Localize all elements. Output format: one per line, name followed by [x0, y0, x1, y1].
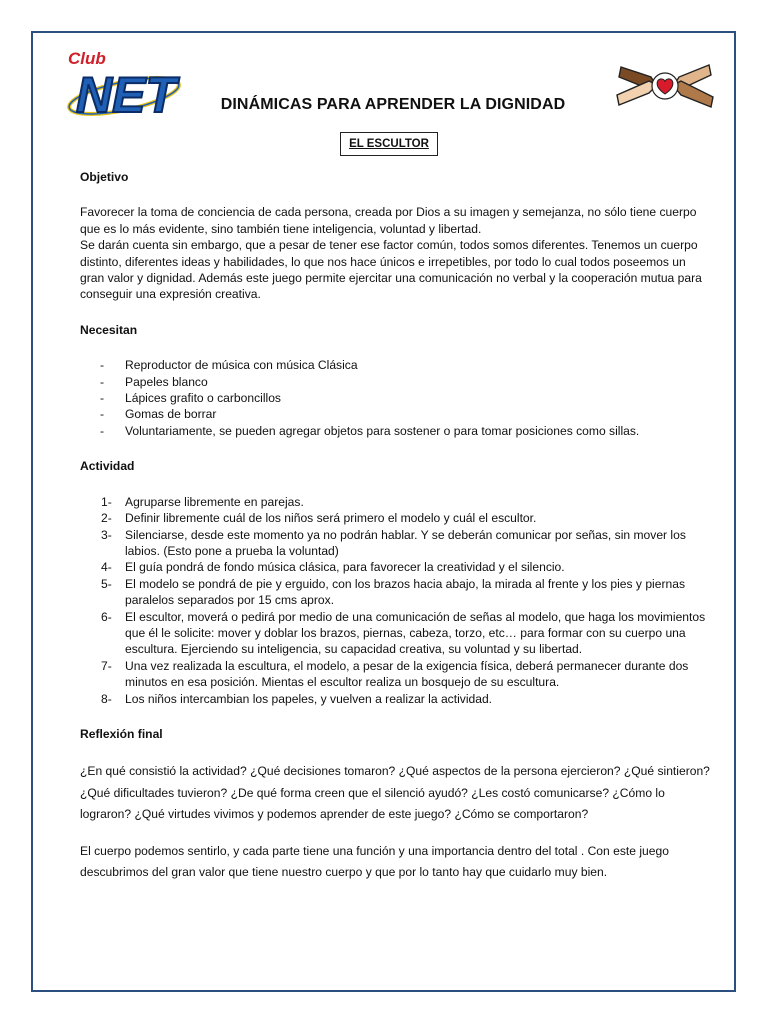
actividad-heading: Actividad: [80, 459, 135, 474]
actividad-list: [80, 494, 710, 707]
list-item: 2- Definir libremente cuál de los niños será primero el modelo y cuál el escultor.: [101, 511, 537, 526]
logo-club-text: Club: [68, 49, 106, 68]
list-item: 6- El escultor, moverá o pedirá por medio de una comunicación de señas al modelo, que haga los movimientos que él le solicite: mover y doblar los brazos, piernas, cabeza, torzo, etc… para formar con su cuerpo una escultura. Ejerciendo su inteligencia, su capacidad creativa, su voluntad y su libertad.: [101, 609, 706, 657]
document-body: [80, 169, 710, 884]
list-item: 4- El guía pondrá de fondo música clásica, para favorecer la creatividad y el silencio.: [101, 560, 565, 575]
club-net-logo: [62, 46, 192, 126]
list-item: - Reproductor de música con música Clásica: [125, 357, 710, 373]
page-title: DINÁMICAS PARA APRENDER LA DIGNIDAD: [220, 96, 566, 113]
logo-net-text: NET: [76, 67, 176, 123]
objetivo-paragraph: Favorecer la toma de conciencia de cada persona, creada por Dios a su imagen y semejanza, no sólo tiene cuerpo que es lo más evidente, sino también tiene inteligencia, voluntad y libertad.: [80, 205, 697, 236]
objetivo-paragraph: Se darán cuenta sin embargo, que a pesar de tener ese factor común, todos somos diferentes. Tenemos un cuerpo distinto, diferentes ideas y habilidades, lo que nos hace únicos e irrepetibles, por todo lo cual todos poseemos un gran valor y dignidad. Además este juego permite ejercitar una comunicación no verbal y la cooperación mutua para conseguir una expresión creativa.: [80, 238, 702, 302]
list-item: - Lápices grafito o carboncillos: [125, 390, 710, 406]
necesitan-heading: Necesitan: [80, 322, 138, 337]
list-item: - Voluntariamente, se pueden agregar objetos para sostener o para tomar posiciones como sillas.: [125, 423, 710, 439]
list-item: - Papeles blanco: [125, 374, 710, 390]
reflexion-questions: ¿En qué consistió la actividad? ¿Qué decisiones tomaron? ¿Qué aspectos de la persona ejercieron? ¿Qué sintieron? ¿Qué dificultades tuvieron? ¿De qué forma creen que el silenció ayudó? ¿Les costó comunicarse? ¿Cómo lo lograron? ¿Qué virtudes vivimos y podemos aprender de este juego? ¿Cómo se comportaron?: [80, 764, 710, 822]
subtitle-box: EL ESCULTOR: [340, 132, 438, 156]
list-item: 8- Los niños intercambian los papeles, y vuelven a realizar la actividad.: [101, 691, 493, 706]
list-item: 7- Una vez realizada la escultura, el modelo, a pesar de la exigencia física, deberá permanecer durante dos minutos en esa posición. Mientas el escultor realiza un bosquejo de su escultura.: [101, 658, 689, 690]
list-item: 1- Agruparse libremente en parejas.: [101, 494, 304, 509]
reflexion-closing: El cuerpo podemos sentirlo, y cada parte tiene una función y una importancia dentro del total . Con este juego descubrimos del gran valor que tiene nuestro cuerpo y que por lo tanto hay que cuidarlo muy bien.: [80, 843, 669, 880]
list-item: 5- El modelo se pondrá de pie y erguido, con los brazos hacia abajo, la mirada al frente y los pies y piernas paralelos separados por 15 cms aprox.: [101, 576, 685, 608]
list-item: 3- Silenciarse, desde este momento ya no podrán hablar. Y se deberán comunicar por señas, sin mover los labios. (Esto pone a prueba la voluntad): [101, 527, 686, 558]
objetivo-heading: Objetivo: [80, 170, 129, 184]
reflexion-heading: Reflexión final: [80, 726, 163, 741]
necesitan-list: [80, 357, 710, 439]
list-item: - Gomas de borrar: [125, 406, 710, 422]
